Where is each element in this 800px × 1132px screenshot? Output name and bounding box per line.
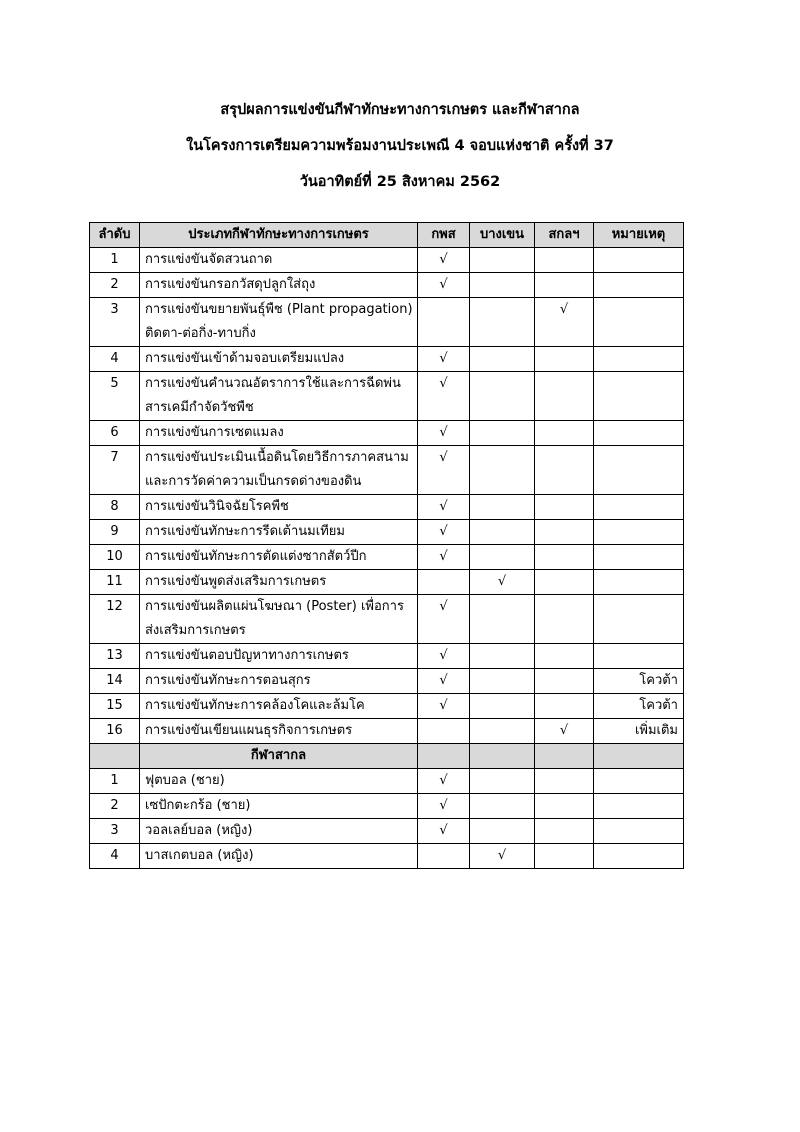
row-item-line: การแข่งขันทักษะการคล้องโคและล้มโค — [145, 698, 365, 713]
kps-check: √ — [418, 794, 470, 819]
bangkhen-check — [470, 545, 535, 570]
row-item — [140, 570, 418, 595]
table-row — [90, 248, 684, 273]
document-titles — [0, 92, 800, 200]
section-blank — [90, 744, 140, 769]
row-item-line: การแข่งขันเขียนแผนธุรกิจการเกษตร — [145, 723, 353, 738]
row-item — [140, 694, 418, 719]
row-item-line: ติดตา-ต่อกิ่ง-ทาบกิ่ง — [145, 326, 256, 341]
kps-check — [418, 719, 470, 744]
bangkhen-check — [470, 819, 535, 844]
row-number: 2 — [90, 273, 140, 298]
table-body — [90, 248, 684, 869]
header-bangkhen: บางเขน — [470, 223, 535, 248]
row-remark — [594, 347, 684, 372]
table-row — [90, 273, 684, 298]
row-number: 4 — [90, 347, 140, 372]
row-number: 6 — [90, 421, 140, 446]
sakon-check — [535, 347, 594, 372]
header-remark: หมายเหตุ — [594, 223, 684, 248]
sakon-check — [535, 421, 594, 446]
row-number: 3 — [90, 819, 140, 844]
row-item-line: และการวัดค่าความเป็นกรดด่างของดิน — [145, 474, 362, 489]
row-number: 1 — [90, 769, 140, 794]
row-number: 3 — [90, 298, 140, 347]
kps-check: √ — [418, 446, 470, 495]
kps-check: √ — [418, 545, 470, 570]
results-table — [89, 222, 684, 869]
row-item — [140, 595, 418, 644]
sakon-check: √ — [535, 298, 594, 347]
row-remark — [594, 844, 684, 869]
sakon-check — [535, 769, 594, 794]
row-item — [140, 719, 418, 744]
row-item — [140, 372, 418, 421]
row-item — [140, 347, 418, 372]
bangkhen-check — [470, 595, 535, 644]
row-item-line: การแข่งขันพูดส่งเสริมการเกษตร — [145, 574, 327, 589]
bangkhen-check — [470, 372, 535, 421]
row-number: 14 — [90, 669, 140, 694]
bangkhen-check — [470, 446, 535, 495]
row-number: 8 — [90, 495, 140, 520]
row-item-line: บาสเกตบอล (หญิง) — [145, 848, 254, 863]
bangkhen-check — [470, 694, 535, 719]
bangkhen-check — [470, 298, 535, 347]
header-sakon: สกลฯ — [535, 223, 594, 248]
bangkhen-check — [470, 794, 535, 819]
row-item-line: วอลเลย์บอล (หญิง) — [145, 823, 253, 838]
row-remark — [594, 644, 684, 669]
sakon-check — [535, 694, 594, 719]
sakon-check — [535, 248, 594, 273]
row-remark — [594, 819, 684, 844]
row-number: 10 — [90, 545, 140, 570]
row-item-line: การแข่งขันการเซตแมลง — [145, 425, 284, 440]
row-remark: เพิ่มเติม — [594, 719, 684, 744]
row-item — [140, 644, 418, 669]
kps-check: √ — [418, 595, 470, 644]
row-remark — [594, 495, 684, 520]
sakon-check — [535, 794, 594, 819]
table-row — [90, 495, 684, 520]
table-row — [90, 644, 684, 669]
bangkhen-check — [470, 347, 535, 372]
row-item — [140, 298, 418, 347]
kps-check: √ — [418, 347, 470, 372]
row-number: 2 — [90, 794, 140, 819]
sakon-check — [535, 595, 594, 644]
row-remark — [594, 372, 684, 421]
bangkhen-check — [470, 520, 535, 545]
table-row — [90, 520, 684, 545]
bangkhen-check — [470, 495, 535, 520]
row-item-line: การแข่งขันผลิตแผ่นโฆษณา (Poster) เพื่อการ — [145, 599, 404, 614]
table-row — [90, 446, 684, 495]
row-remark — [594, 545, 684, 570]
kps-check: √ — [418, 819, 470, 844]
row-number: 11 — [90, 570, 140, 595]
sakon-check — [535, 446, 594, 495]
row-item-line: การแข่งขันทักษะการตัดแต่งซากสัตว์ปีก — [145, 549, 367, 564]
bangkhen-check — [470, 769, 535, 794]
row-remark — [594, 248, 684, 273]
bangkhen-check — [470, 644, 535, 669]
sakon-check — [535, 644, 594, 669]
sakon-check — [535, 273, 594, 298]
section-row — [90, 744, 684, 769]
row-remark — [594, 421, 684, 446]
row-remark: โควต้า — [594, 694, 684, 719]
table-row — [90, 694, 684, 719]
section-blank — [470, 744, 535, 769]
row-item — [140, 794, 418, 819]
row-remark — [594, 298, 684, 347]
kps-check: √ — [418, 248, 470, 273]
kps-check: √ — [418, 520, 470, 545]
row-item-line: เซปักตะกร้อ (ชาย) — [145, 798, 251, 813]
sakon-check — [535, 669, 594, 694]
row-remark — [594, 273, 684, 298]
table-row — [90, 545, 684, 570]
row-item — [140, 520, 418, 545]
bangkhen-check — [470, 273, 535, 298]
row-item-line: การแข่งขันขยายพันธุ์พืช (Plant propagation) — [145, 302, 413, 317]
row-item — [140, 669, 418, 694]
row-number: 5 — [90, 372, 140, 421]
sakon-check — [535, 372, 594, 421]
row-item-line: สารเคมีกำจัดวัชพืช — [145, 400, 254, 415]
row-remark — [594, 769, 684, 794]
row-item-line: การแข่งขันจัดสวนถาด — [145, 252, 273, 267]
row-number: 1 — [90, 248, 140, 273]
sakon-check — [535, 520, 594, 545]
row-number: 9 — [90, 520, 140, 545]
row-number: 16 — [90, 719, 140, 744]
row-item — [140, 421, 418, 446]
kps-check: √ — [418, 769, 470, 794]
bangkhen-check — [470, 248, 535, 273]
kps-check: √ — [418, 694, 470, 719]
table-row — [90, 570, 684, 595]
table-row — [90, 794, 684, 819]
kps-check: √ — [418, 421, 470, 446]
row-remark — [594, 595, 684, 644]
row-number: 4 — [90, 844, 140, 869]
header-category: ประเภทกีฬาทักษะทางการเกษตร — [140, 223, 418, 248]
row-number: 12 — [90, 595, 140, 644]
table-row — [90, 819, 684, 844]
row-item — [140, 844, 418, 869]
kps-check — [418, 298, 470, 347]
table-row — [90, 719, 684, 744]
bangkhen-check — [470, 669, 535, 694]
row-item-line: การแข่งขันคำนวณอัตราการใช้และการฉีดพ่น — [145, 376, 401, 391]
row-remark: โควต้า — [594, 669, 684, 694]
row-remark — [594, 794, 684, 819]
row-item — [140, 495, 418, 520]
section-blank — [535, 744, 594, 769]
kps-check: √ — [418, 372, 470, 421]
kps-check: √ — [418, 644, 470, 669]
row-item-line: การแข่งขันกรอกวัสดุปลูกใส่ถุง — [145, 277, 316, 292]
kps-check: √ — [418, 273, 470, 298]
kps-check: √ — [418, 669, 470, 694]
row-remark — [594, 446, 684, 495]
row-item — [140, 248, 418, 273]
row-item-line: การแข่งขันทักษะการตอนสุกร — [145, 673, 311, 688]
row-item-line: การแข่งขันเข้าด้ามจอบเตรียมแปลง — [145, 351, 345, 366]
sakon-check — [535, 570, 594, 595]
table-row — [90, 595, 684, 644]
section-blank — [418, 744, 470, 769]
bangkhen-check: √ — [470, 844, 535, 869]
row-item — [140, 545, 418, 570]
row-remark — [594, 520, 684, 545]
title-line-1: สรุปผลการแข่งขันกีฬาทักษะทางการเกษตร และกีฬาสากล — [220, 102, 580, 118]
row-item-line: การแข่งขันทักษะการรีดเต้านมเทียม — [145, 524, 345, 539]
row-remark — [594, 570, 684, 595]
row-item — [140, 769, 418, 794]
table-row — [90, 669, 684, 694]
row-item-line: ส่งเสริมการเกษตร — [145, 623, 246, 638]
row-item-line: การแข่งขันตอบปัญหาทางการเกษตร — [145, 648, 349, 663]
table-header-row — [90, 223, 684, 248]
section-label: กีฬาสากล — [140, 744, 418, 769]
bangkhen-check — [470, 719, 535, 744]
sakon-check: √ — [535, 719, 594, 744]
sakon-check — [535, 844, 594, 869]
table-row — [90, 372, 684, 421]
row-number: 15 — [90, 694, 140, 719]
section-blank — [594, 744, 684, 769]
row-item-line: ฟุตบอล (ชาย) — [145, 773, 225, 788]
table-row — [90, 421, 684, 446]
sakon-check — [535, 495, 594, 520]
title-line-3: วันอาทิตย์ที่ 25 สิงหาคม 2562 — [299, 174, 501, 190]
row-item — [140, 446, 418, 495]
table-row — [90, 769, 684, 794]
table-row — [90, 347, 684, 372]
row-number: 7 — [90, 446, 140, 495]
row-number: 13 — [90, 644, 140, 669]
table-row — [90, 844, 684, 869]
table-row — [90, 298, 684, 347]
row-item — [140, 273, 418, 298]
header-order: ลำดับ — [90, 223, 140, 248]
row-item-line: การแข่งขันประเมินเนื้อดินโดยวิธีการภาคสนาม — [145, 450, 409, 465]
kps-check: √ — [418, 495, 470, 520]
kps-check — [418, 570, 470, 595]
row-item-line: การแข่งขันวินิจฉัยโรคพืช — [145, 499, 289, 514]
bangkhen-check — [470, 421, 535, 446]
sakon-check — [535, 545, 594, 570]
title-line-2: ในโครงการเตรียมความพร้อมงานประเพณี 4 จอบแห่งชาติ ครั้งที่ 37 — [186, 138, 614, 154]
row-item — [140, 819, 418, 844]
header-kps: กพส — [418, 223, 470, 248]
sakon-check — [535, 819, 594, 844]
kps-check — [418, 844, 470, 869]
bangkhen-check: √ — [470, 570, 535, 595]
